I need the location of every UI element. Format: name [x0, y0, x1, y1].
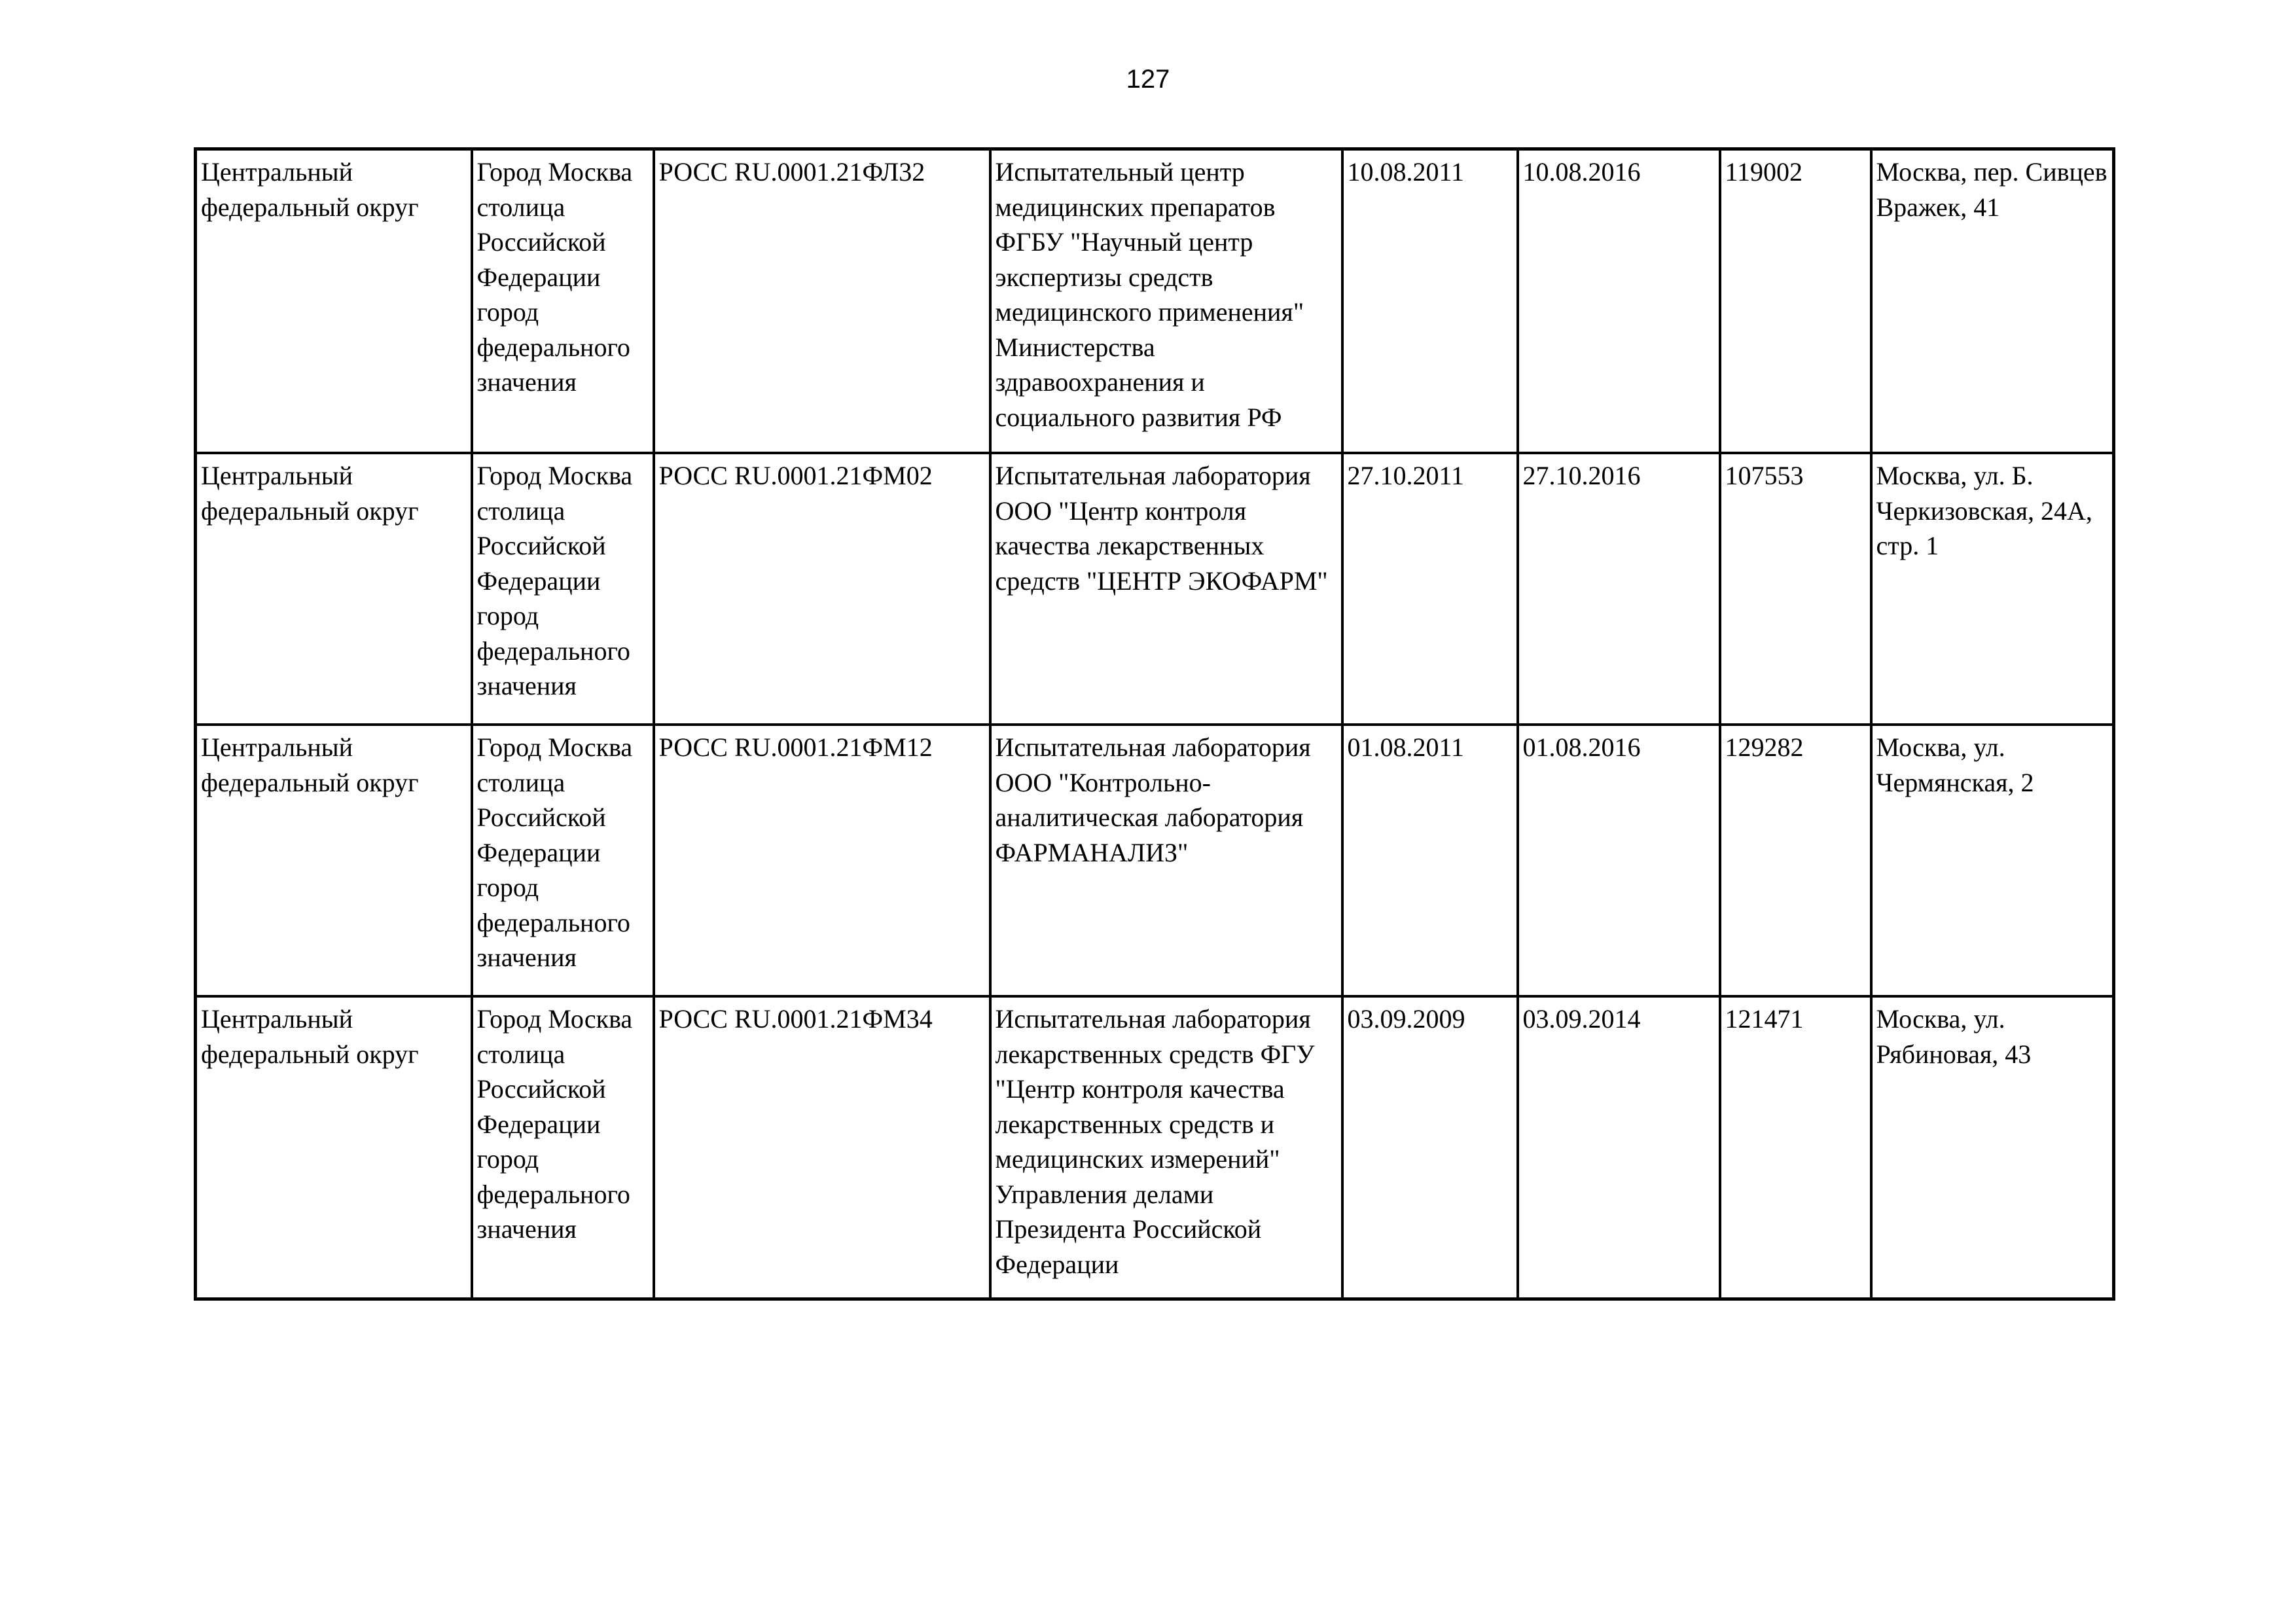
postcode-cell: 129282: [1720, 725, 1871, 996]
table-row: [196, 453, 2114, 725]
date-to-cell: 27.10.2016: [1518, 453, 1720, 725]
postcode-cell: 107553: [1720, 453, 1871, 725]
table-row: [196, 725, 2114, 996]
postcode-cell: 121471: [1720, 996, 1871, 1299]
district-cell: Центральный федеральный округ: [196, 453, 472, 725]
organization-cell: Испытательный центр медицинских препаратов ФГБУ "Научный центр экспертизы средств медицинского применения" Министерства здравоохранения и социального развития РФ: [990, 149, 1342, 454]
postcode-cell: 119002: [1720, 149, 1871, 454]
table-row: [196, 149, 2114, 454]
address-cell: Москва, пер. Сивцев Вражек, 41: [1871, 149, 2114, 454]
region-cell: Город Москва столица Российской Федерации город федерального значения: [472, 149, 654, 454]
organization-cell: Испытательная лаборатория лекарственных средств ФГУ "Центр контроля качества лекарственных средств и медицинских измерений" Управления делами Президента Российской Федерации: [990, 996, 1342, 1299]
certificate-number-cell: РОСС RU.0001.21ФМ34: [654, 996, 990, 1299]
region-cell: Город Москва столица Российской Федерации город федерального значения: [472, 996, 654, 1299]
district-cell: Центральный федеральный округ: [196, 149, 472, 454]
date-to-cell: 03.09.2014: [1518, 996, 1720, 1299]
address-cell: Москва, ул. Чермянская, 2: [1871, 725, 2114, 996]
region-cell: Город Москва столица Российской Федерации город федерального значения: [472, 453, 654, 725]
date-from-cell: 03.09.2009: [1342, 996, 1518, 1299]
certificate-number-cell: РОСС RU.0001.21ФМ02: [654, 453, 990, 725]
organization-cell: Испытательная лаборатория ООО "Контрольно-аналитическая лаборатория ФАРМАНАЛИЗ": [990, 725, 1342, 996]
certificate-number-cell: РОСС RU.0001.21ФЛ32: [654, 149, 990, 454]
date-to-cell: 10.08.2016: [1518, 149, 1720, 454]
date-to-cell: 01.08.2016: [1518, 725, 1720, 996]
district-cell: Центральный федеральный округ: [196, 725, 472, 996]
certificate-number-cell: РОСС RU.0001.21ФМ12: [654, 725, 990, 996]
region-cell: Город Москва столица Российской Федерации город федерального значения: [472, 725, 654, 996]
date-from-cell: 01.08.2011: [1342, 725, 1518, 996]
district-cell: Центральный федеральный округ: [196, 996, 472, 1299]
table-row: [196, 996, 2114, 1299]
registry-table: [194, 147, 2115, 1301]
date-from-cell: 27.10.2011: [1342, 453, 1518, 725]
page-number: 127: [1126, 65, 1170, 94]
address-cell: Москва, ул. Б. Черкизовская, 24А, стр. 1: [1871, 453, 2114, 725]
organization-cell: Испытательная лаборатория ООО "Центр контроля качества лекарственных средств "ЦЕНТР ЭКОФАРМ": [990, 453, 1342, 725]
date-from-cell: 10.08.2011: [1342, 149, 1518, 454]
address-cell: Москва, ул. Рябиновая, 43: [1871, 996, 2114, 1299]
